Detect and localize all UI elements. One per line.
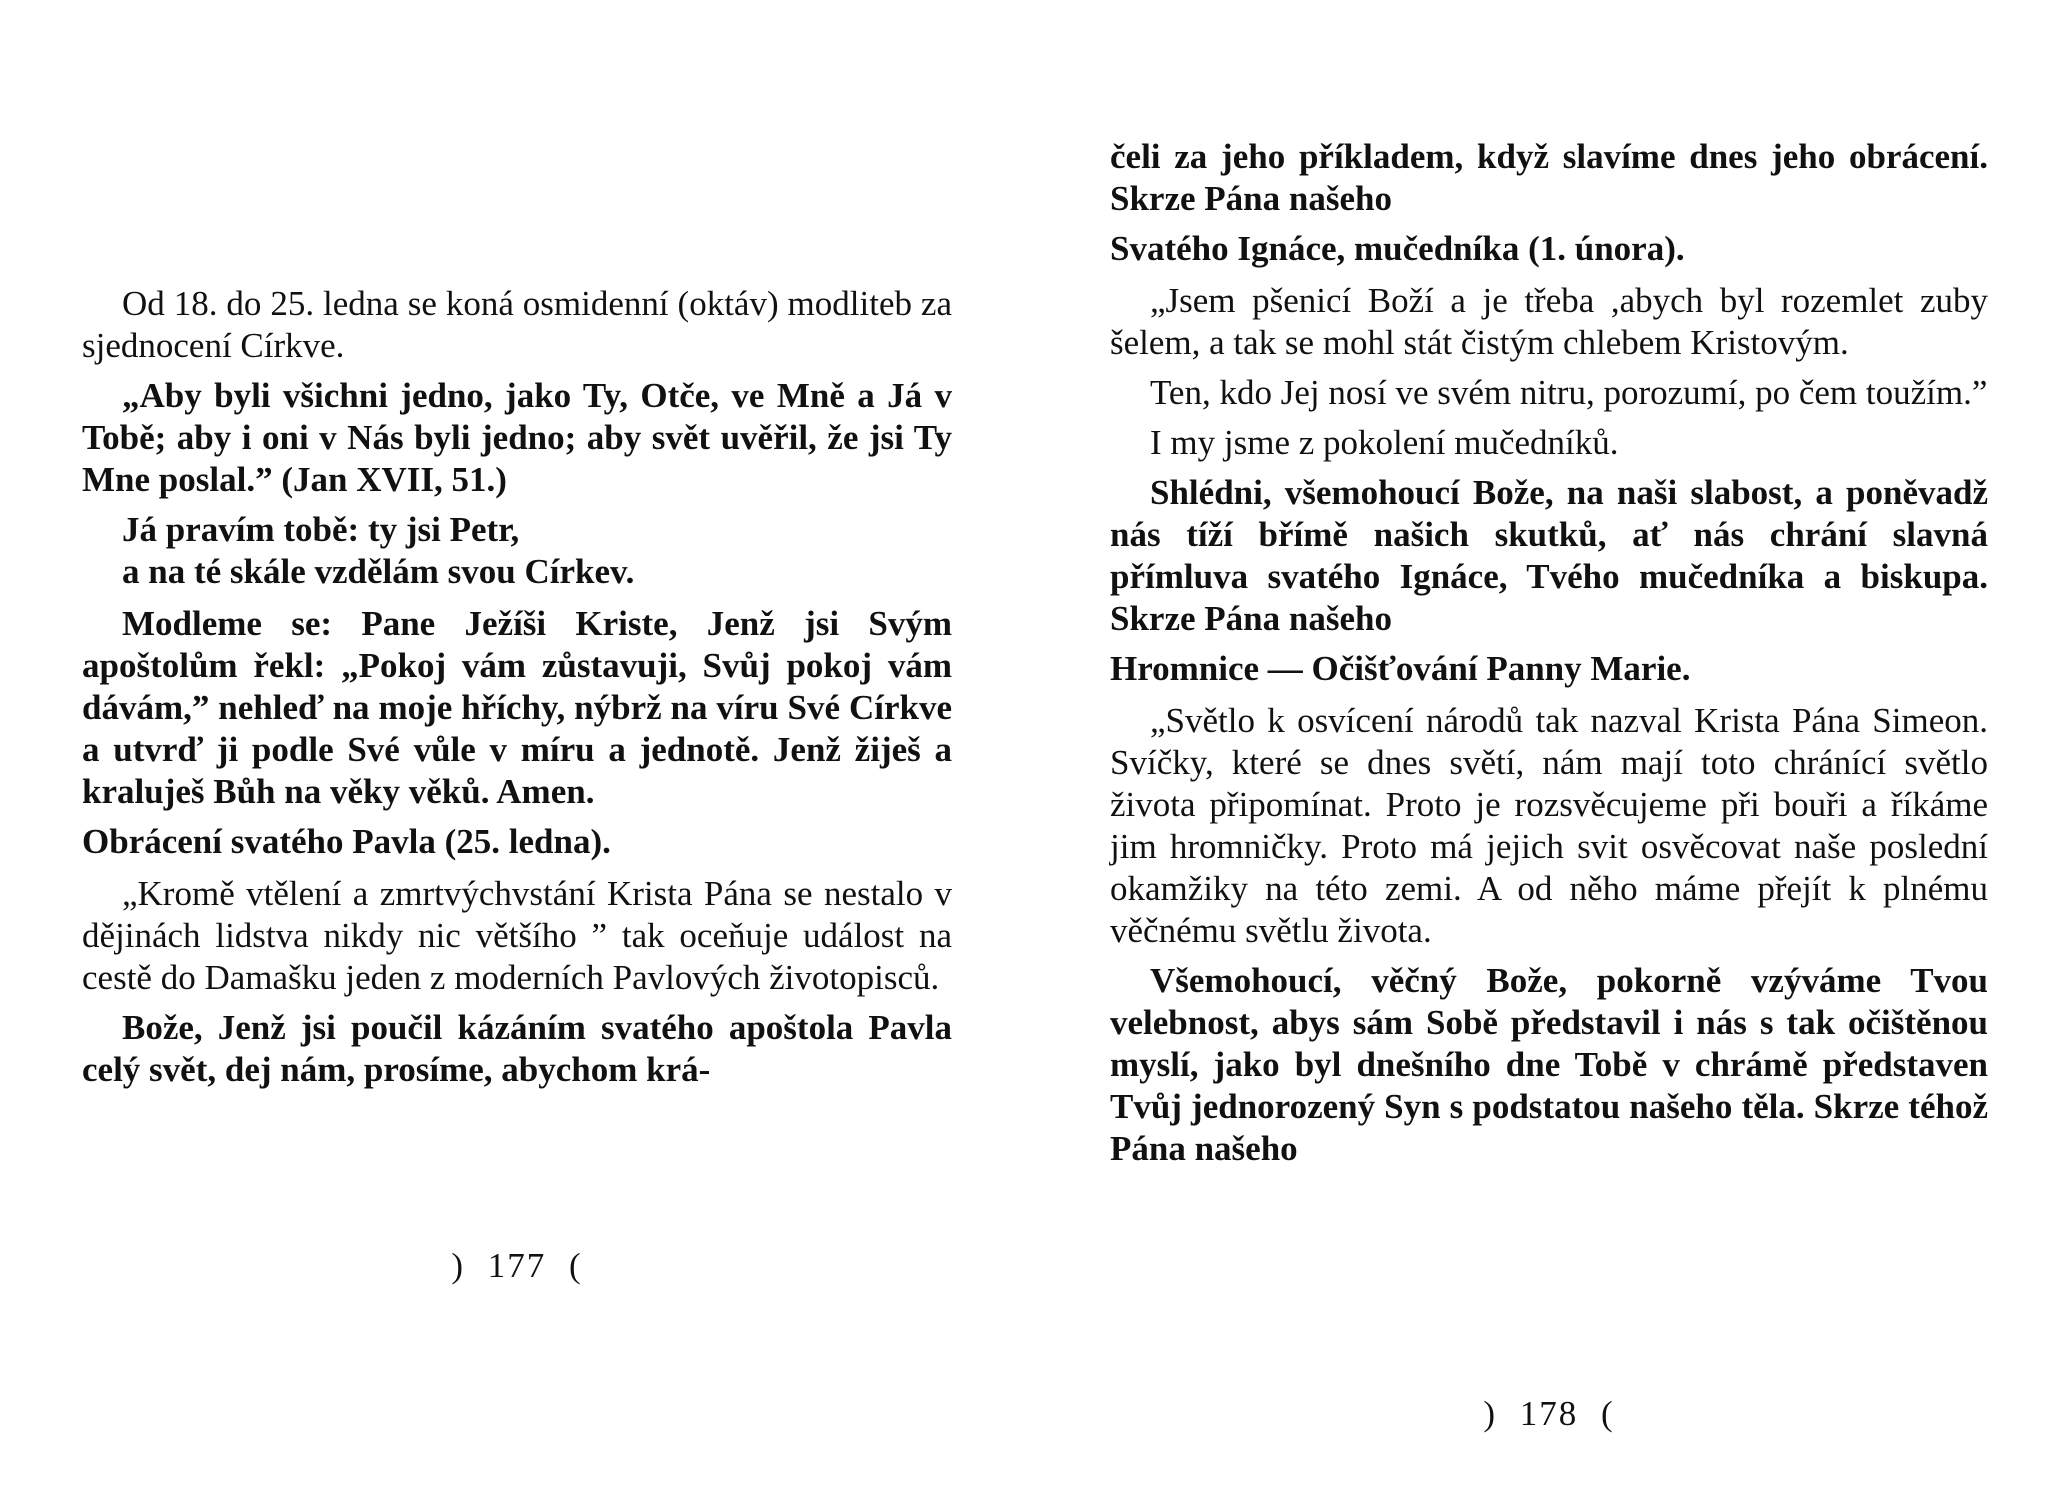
heading-pavel: Obrácení svatého Pavla (25. ledna). bbox=[82, 822, 611, 861]
gospel-quote: „Aby byli všichni jedno, jako Ty, Otče, ve Mně a Já v Tobě; aby i oni v Nás byli jedno; aby svět uvěřil, že jsi Ty Mne poslal.” (Jan XVII, 51.) bbox=[82, 376, 952, 499]
left-page bbox=[82, 283, 952, 1099]
hromnice-prayer: Všemohoucí, věčný Bože, pokorně vzýváme Tvou velebnost, abys sám Sobě představil i nás s tak očištěnou myslí, jako byl dnešního dne Tobě v chrámě představen Tvůj jednorozený Syn s podstatou našeho těla. Skrze téhož Pána našeho bbox=[1110, 961, 1988, 1168]
heading-hromnice: Hromnice — Očišťování Panny Marie. bbox=[1110, 649, 1691, 688]
verse-line-2: a na té skále vzdělám svou Církev. bbox=[122, 552, 635, 591]
page-number-right: ) 178 ( bbox=[1483, 1394, 1615, 1433]
page-number-left: ) 177 ( bbox=[451, 1246, 583, 1285]
continuation-paragraph: čeli za jeho příkladem, když slavíme dnes jeho obrácení. Skrze Pána našeho bbox=[1110, 137, 1988, 218]
hromnice-paragraph: „Světlo k osvícení národů tak nazval Krista Pána Simeon. Svíčky, které se dnes světí, nám mají toto chránící světlo života připomínat. Proto je rozsvěcujeme při bouři a říkáme jim hromničky. Proto má jejich svit osvěcovat naše poslední okamžiky na této zemi. A od něho máme přejít k plnému věčnému světlu života. bbox=[1110, 701, 1988, 950]
ignac-quote: „Jsem pšenicí Boží a je třeba ,abych byl rozemlet zuby šelem, a tak se mohl stát čistým chlebem Kristovým. bbox=[1110, 281, 1988, 362]
ignac-prayer: Shlédni, všemohoucí Bože, na naši slabost, a poněvadž nás tíží břímě našich skutků, ať nás chrání slavná přímluva svatého Ignáce, Tvého mučedníka a biskupa. Skrze Pána našeho bbox=[1110, 473, 1988, 638]
pavel-paragraph: „Kromě vtělení a zmrtvýchvstání Krista Pána se nestalo v dějinách lidstva nikdy nic většího ” tak oceňuje událost na cestě do Damašku jeden z moderních Pavlových životopisců. bbox=[82, 874, 952, 997]
verse-line-1: Já pravím tobě: ty jsi Petr, bbox=[122, 510, 520, 549]
pavel-prayer: Bože, Jenž jsi poučil kázáním svatého apoštola Pavla celý svět, dej nám, prosíme, abychom krá- bbox=[82, 1008, 952, 1089]
right-page bbox=[1110, 136, 1988, 1178]
ignac-line: I my jsme z pokolení mučedníků. bbox=[1150, 423, 1619, 462]
intro-paragraph: Od 18. do 25. ledna se koná osmidenní (oktáv) modliteb za sjednocení Církve. bbox=[82, 284, 952, 365]
heading-ignac: Svatého Ignáce, mučedníka (1. února). bbox=[1110, 229, 1685, 268]
unity-prayer: Modleme se: Pane Ježíši Kriste, Jenž jsi Svým apoštolům řekl: „Pokoj vám zůstavuji, Svůj pokoj vám dávám,” nehleď na moje hříchy, nýbrž na víru Své Církve a utvrď ji podle Své vůle v míru a jednotě. Jenž žiješ a kraluješ Bůh na věky věků. Amen. bbox=[82, 604, 952, 811]
ignac-quote-continued: Ten, kdo Jej nosí ve svém nitru, porozumí, po čem toužím.” bbox=[1150, 373, 1988, 412]
verse-block bbox=[122, 509, 952, 593]
